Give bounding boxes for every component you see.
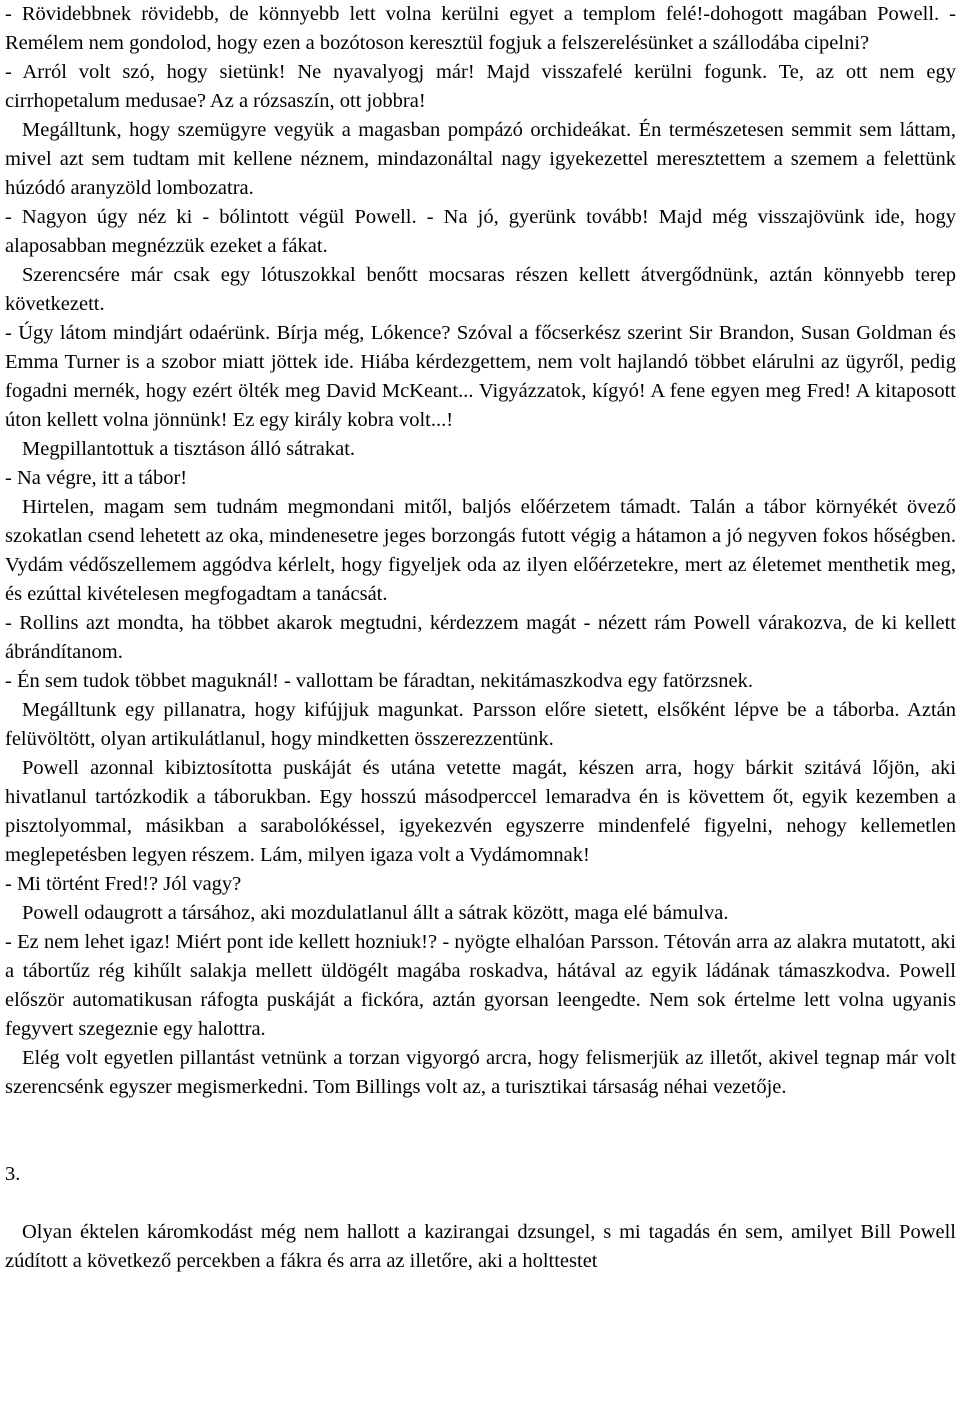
paragraph: Megálltunk egy pillanatra, hogy kifújjuk magunkat. Parsson előre sietett, elsőként lépve be a táborba. Aztán felüvöltött, olyan artikulátlanul, hogy mindketten összerezzentünk.	[5, 699, 956, 750]
paragraph: - Rövidebbnek rövidebb, de könnyebb lett volna kerülni egyet a templom felé!-dohogott magában Powell. - Remélem nem gondolod, hogy ezen a bozótoson keresztül fogjuk a felszerelésünket a szállodába cipelni?	[5, 3, 956, 54]
document-page	[5, 0, 956, 1276]
paragraph-list	[5, 0, 956, 1102]
closing-paragraph: Olyan éktelen káromkodást még nem hallott a kazirangai dzsungel, s mi tagadás én sem, amilyet Bill Powell zúdított a következő percekben a fákra és arra az illetőre, aki a holttestet	[5, 1221, 956, 1272]
paragraph: - Mi történt Fred!? Jól vagy?	[5, 873, 242, 895]
paragraph: - Én sem tudok többet maguknál! - vallottam be fáradtan, nekitámaszkodva egy fatörzsnek.	[5, 670, 753, 692]
paragraph: - Nagyon úgy néz ki - bólintott végül Powell. - Na jó, gyerünk tovább! Majd még visszajövünk ide, hogy alaposabban megnézzük ezeket a fákat.	[5, 206, 956, 257]
chapter-number: 3.	[5, 1163, 21, 1185]
spacer	[5, 1102, 956, 1160]
paragraph: - Ez nem lehet igaz! Miért pont ide kellett hozniuk!? - nyögte elhalóan Parsson. Tétován arra az alakra mutatott, aki a tábortűz rég kihűlt salakja mellett üldögélt magába roskadva, hátával az egyik ládának támaszkodva. Powell először automatikusan ráfogta puskáját a fickóra, aztán gyorsan leengedte. Nem sok értelme lett volna ugyanis fegyvert szegeznie egy halottra.	[5, 931, 956, 1040]
paragraph: Hirtelen, magam sem tudnám megmondani mitől, baljós előérzetem támadt. Talán a tábor környékét övező szokatlan csend lehetett az oka, mindenesetre jeges borzongás futott végig a hátamon a jó negyven fokos hőségben. Vydám védőszellemem aggódva kérlelt, hogy figyeljek oda az ilyen előérzetekre, mert az életemet menthetik meg, és ezúttal kivételesen megfogadtam a tanácsát.	[5, 496, 956, 605]
paragraph: Szerencsére már csak egy lótuszokkal benőtt mocsaras részen kellett átvergődnünk, aztán könnyebb terep következett.	[5, 264, 956, 315]
paragraph: Elég volt egyetlen pillantást vetnünk a torzan vigyorgó arcra, hogy felismerjük az illetőt, akivel tegnap már volt szerencsénk egyszer megismerkedni. Tom Billings volt az, a turisztikai társaság néhai vezetője.	[5, 1047, 956, 1098]
paragraph: - Rollins azt mondta, ha többet akarok megtudni, kérdezzem magát - nézett rám Powell várakozva, de ki kellett ábrándítanom.	[5, 612, 956, 663]
paragraph: Megpillantottuk a tisztáson álló sátrakat.	[22, 438, 356, 460]
paragraph: - Na végre, itt a tábor!	[5, 467, 188, 489]
paragraph: - Arról volt szó, hogy sietünk! Ne nyavalyogj már! Majd visszafelé kerülni fogunk. Te, az ott nem egy cirrhopetalum medusae? Az a rózsaszín, ott jobbra!	[5, 61, 956, 112]
paragraph: - Úgy látom mindjárt odaérünk. Bírja még, Lókence? Szóval a főcserkész szerint Sir Brandon, Susan Goldman és Emma Turner is a szobor miatt jöttek ide. Hiába kérdezgettem, nem volt hajlandó többet elárulni az ügyről, pedig fogadni mernék, hogy ezért ölték meg David McKeant... Vigyázzatok, kígyó! A fene egyen meg Fred! A kitaposott úton kellett volna jönnünk! Ez egy király kobra volt...!	[5, 322, 956, 431]
spacer	[5, 1189, 956, 1218]
paragraph: Powell azonnal kibiztosította puskáját és utána vetette magát, készen arra, hogy bárkit szitává lőjön, aki hivatlanul tartózkodik a táborukban. Egy hosszú másodperccel lemaradva én is követtem őt, egyik kezemben a pisztolyommal, másikban a sarabolókéssel, igyekezvén egyszerre mindenfelé figyelni, nehogy kellemetlen meglepetésben legyen részem. Lám, milyen igaza volt a Vydámomnak!	[5, 757, 956, 866]
paragraph: Megálltunk, hogy szemügyre vegyük a magasban pompázó orchideákat. Én természetesen semmit sem láttam, mivel azt sem tudtam mit kellene néznem, mindazonáltal nagy igyekezettel meresztettem a szemem a felettünk húzódó aranyzöld lombozatra.	[5, 119, 956, 199]
paragraph: Powell odaugrott a társához, aki mozdulatlanul állt a sátrak között, maga elé bámulva.	[22, 902, 729, 924]
